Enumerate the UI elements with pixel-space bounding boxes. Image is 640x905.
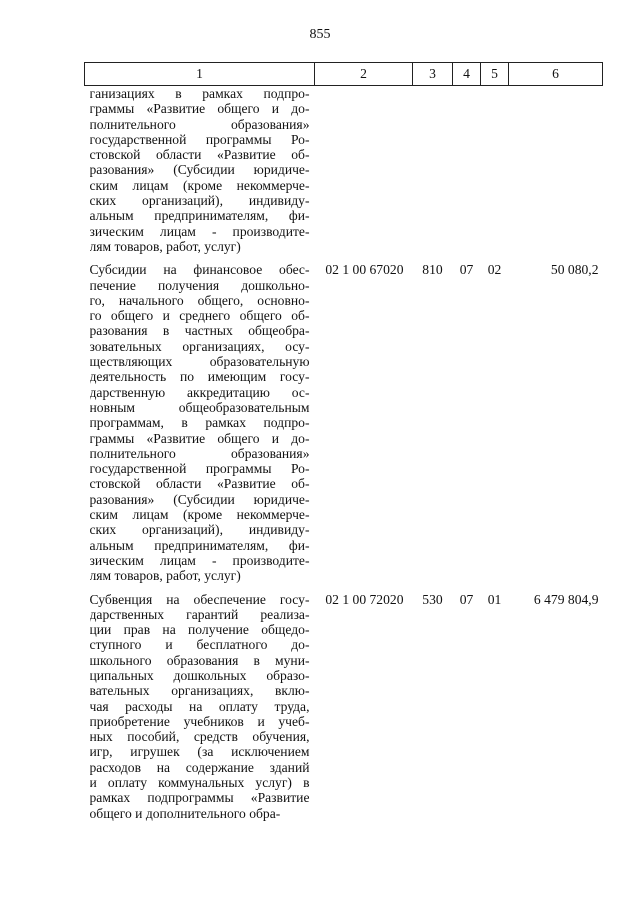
header-col-1: 1 xyxy=(85,63,315,86)
description-line: деятельность по имеющим госу- xyxy=(89,369,310,385)
target-code-cell: 02 1 00 67020 xyxy=(325,262,404,278)
description-line: ских организаций), индивиду- xyxy=(89,193,310,209)
description-line: дарственных гарантий реализа- xyxy=(89,606,310,622)
subsection-cell: 02 xyxy=(487,262,502,278)
spacer-cell xyxy=(509,584,603,592)
description-cell xyxy=(85,86,315,255)
spacer-cell xyxy=(453,584,481,592)
description-line: альным предпринимателям, фи- xyxy=(89,537,310,553)
description-line: Субвенция на обеспечение госу- xyxy=(89,591,310,607)
subsection-cell xyxy=(481,86,509,255)
spacer-cell xyxy=(481,584,509,592)
description-line: печение получения дошкольно- xyxy=(89,277,310,293)
header-col-3: 3 xyxy=(413,63,453,86)
description-line: го общего и среднего общего об- xyxy=(89,308,310,324)
description-line: разования в частных общеобра- xyxy=(89,323,310,339)
description-cell xyxy=(85,262,315,583)
description-line: программам, в рамках подпро- xyxy=(89,415,310,431)
spacer-cell xyxy=(85,254,315,262)
subsection-cell: 01 xyxy=(487,591,502,607)
amount-cell: 6 479 804,9 xyxy=(533,591,599,607)
description-line: рамках подпрограммы «Развитие xyxy=(89,790,310,806)
amount-cell: 50 080,2 xyxy=(550,262,599,278)
section-cell: 07 xyxy=(459,591,474,607)
description-line: Субсидии на финансовое обес- xyxy=(89,262,310,278)
description-line: зовательных организациях, осу- xyxy=(89,338,310,354)
description-line: приобретение учебников и учеб- xyxy=(89,713,310,729)
description-line: лям товаров, работ, услуг) xyxy=(89,238,241,254)
table-row xyxy=(85,592,603,821)
header-col-5: 5 xyxy=(481,63,509,86)
description-line: государственной программы Ро- xyxy=(89,461,310,477)
description-line: ных пособий, средств обучения, xyxy=(89,729,310,745)
description-line: го, начального общего, основно- xyxy=(89,292,310,308)
description-line: и оплату коммунальных услуг) в xyxy=(89,775,310,791)
table-row xyxy=(85,86,603,255)
description-line: лям товаров, работ, услуг) xyxy=(89,568,241,584)
spacer-cell xyxy=(453,254,481,262)
row-spacer xyxy=(85,254,603,262)
description-line: ципальных дошкольных образо- xyxy=(89,667,310,683)
description-line: зическим лицам - производите- xyxy=(89,552,310,568)
spacer-cell xyxy=(315,254,413,262)
header-col-2: 2 xyxy=(315,63,413,86)
description-line: школьного образования в муни- xyxy=(89,652,310,668)
spacer-cell xyxy=(413,254,453,262)
description-line: полнительного образования» xyxy=(89,445,310,461)
description-line: дарственную аккредитацию ос- xyxy=(89,384,310,400)
description-line: ским лицам (кроме некоммерче- xyxy=(89,177,310,193)
spacer-cell xyxy=(481,254,509,262)
target-code-cell: 02 1 00 72020 xyxy=(325,591,404,607)
description-line: ганизациях в рамках подпро- xyxy=(89,86,310,101)
description-line: ским лицам (кроме некоммерче- xyxy=(89,507,310,523)
description-line: игр, игрушек (за исключением xyxy=(89,744,310,760)
description-line: государственной программы Ро- xyxy=(89,131,310,147)
amount-cell xyxy=(509,86,603,255)
row-spacer xyxy=(85,584,603,592)
description-line: разования» (Субсидии юридиче- xyxy=(89,491,310,507)
header-col-6: 6 xyxy=(509,63,603,86)
description-line: ции прав на получение общедо- xyxy=(89,622,310,638)
spacer-cell xyxy=(413,584,453,592)
description-line: ступного и бесплатного до- xyxy=(89,637,310,653)
description-line: альным предпринимателям, фи- xyxy=(89,208,310,224)
description-line: граммы «Развитие общего и до- xyxy=(89,430,310,446)
expense-type-cell xyxy=(413,86,453,255)
spacer-cell xyxy=(315,584,413,592)
spacer-cell xyxy=(509,254,603,262)
section-cell: 07 xyxy=(459,262,474,278)
description-line: стовской области «Развитие об- xyxy=(89,147,310,163)
table-row xyxy=(85,262,603,583)
budget-table xyxy=(84,62,603,821)
header-col-4: 4 xyxy=(453,63,481,86)
description-line: ществляющих образовательную xyxy=(89,354,310,370)
description-line: разования» (Субсидии юридиче- xyxy=(89,162,310,178)
description-line: расходов на содержание зданий xyxy=(89,759,310,775)
description-line: полнительного образования» xyxy=(89,116,310,132)
description-line: чая расходы на оплату труда, xyxy=(89,698,310,714)
section-cell xyxy=(453,86,481,255)
description-line: новным общеобразовательным xyxy=(89,399,310,415)
description-line: ских организаций), индивиду- xyxy=(89,522,310,538)
description-cell xyxy=(85,592,315,821)
spacer-cell xyxy=(85,584,315,592)
description-line: общего и дополнительного обра- xyxy=(89,805,281,821)
page-number: 855 xyxy=(309,27,331,42)
header-row xyxy=(85,63,603,86)
expense-type-cell: 530 xyxy=(422,591,443,607)
description-line: зическим лицам - производите- xyxy=(89,223,310,239)
table-body xyxy=(85,86,603,821)
table-header xyxy=(85,63,603,86)
description-line: вательных организациях, вклю- xyxy=(89,683,310,699)
expense-type-cell: 810 xyxy=(422,262,443,278)
description-line: граммы «Развитие общего и до- xyxy=(89,101,310,117)
target-code-cell xyxy=(315,86,413,255)
description-line: стовской области «Развитие об- xyxy=(89,476,310,492)
